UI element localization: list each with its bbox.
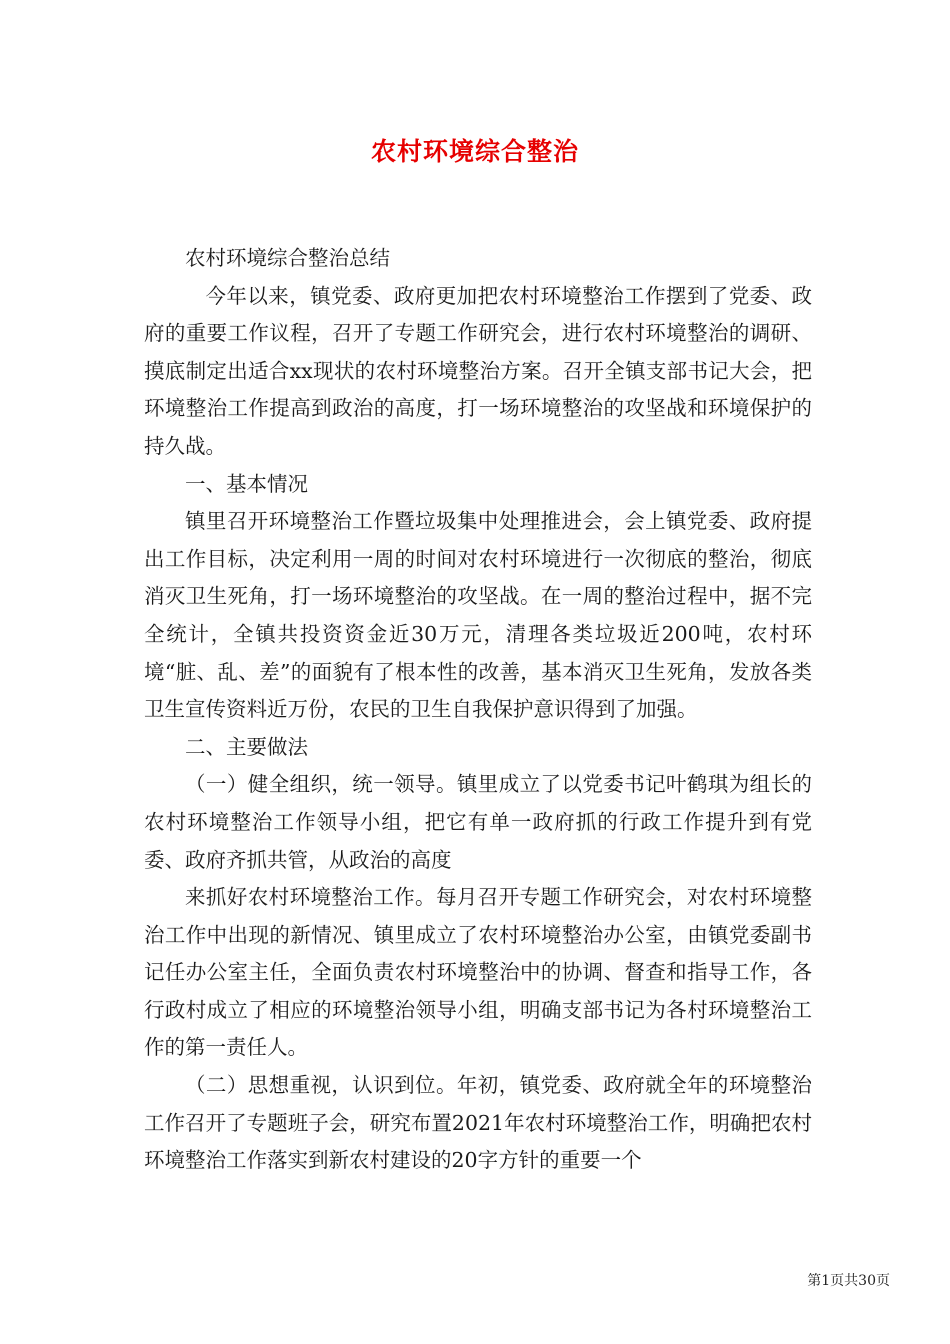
summary-heading: 农村环境综合整治总结 <box>185 246 390 270</box>
intro-paragraph: 今年以来，镇党委、政府更加把农村环境整治工作摆到了党委、政府的重要工作议程，召开了专题工作研究会，进行农村环境整治的调研、摸底制定出适合xx现状的农村环境整治方案。召开全镇支部书记大会，把环境整治工作提高到政治的高度，打一场环境整治的攻坚战和环境保护的持久战。 <box>144 283 812 458</box>
section-heading-main-measures: 二、主要做法 <box>185 734 308 759</box>
basic-situation-paragraph: 镇里召开环境整治工作暨垃圾集中处理推进会，会上镇党委、政府提出工作目标，决定利用一周的时间对农村环境进行一次彻底的整治，彻底消灭卫生死角，打一场环境整治的攻坚战。在一周的整治过程中，据不完全统计，全镇共投资资金近30万元，清理各类垃圾近200吨，农村环境“脏、乱、差”的面貌有了根本性的改善，基本消灭卫生死角，发放各类卫生宣传资料近万份，农民的卫生自我保护意识得到了加强。 <box>144 509 812 722</box>
document-body <box>144 240 812 1180</box>
measure-2-paragraph: （二）思想重视，认识到位。年初，镇党委、政府就全年的环境整治工作召开了专题班子会，研究布置2021年农村环境整治工作，明确把农村环境整治工作落实到新农村建设的20字方针的重要一个 <box>144 1073 812 1173</box>
section-heading-basic-situation: 一、基本情况 <box>185 471 308 496</box>
measure-1-paragraph: （一）健全组织，统一领导。镇里成立了以党委书记叶鹤琪为组长的农村环境整治工作领导小组，把它有单一政府抓的行政工作提升到有党委、政府齐抓共管，从政治的高度 <box>144 772 812 872</box>
measure-1-continued-paragraph: 来抓好农村环境整治工作。每月召开专题工作研究会，对农村环境整治工作中出现的新情况、镇里成立了农村环境整治办公室，由镇党委副书记任办公室主任，全面负责农村环境整治中的协调、督查和指导工作，各行政村成立了相应的环境整治领导小组，明确支部书记为各村环境整治工作的第一责任人。 <box>144 885 812 1060</box>
document-title: 农村环境综合整治 <box>370 137 579 166</box>
page-number: 第1页共30页 <box>807 1273 890 1289</box>
